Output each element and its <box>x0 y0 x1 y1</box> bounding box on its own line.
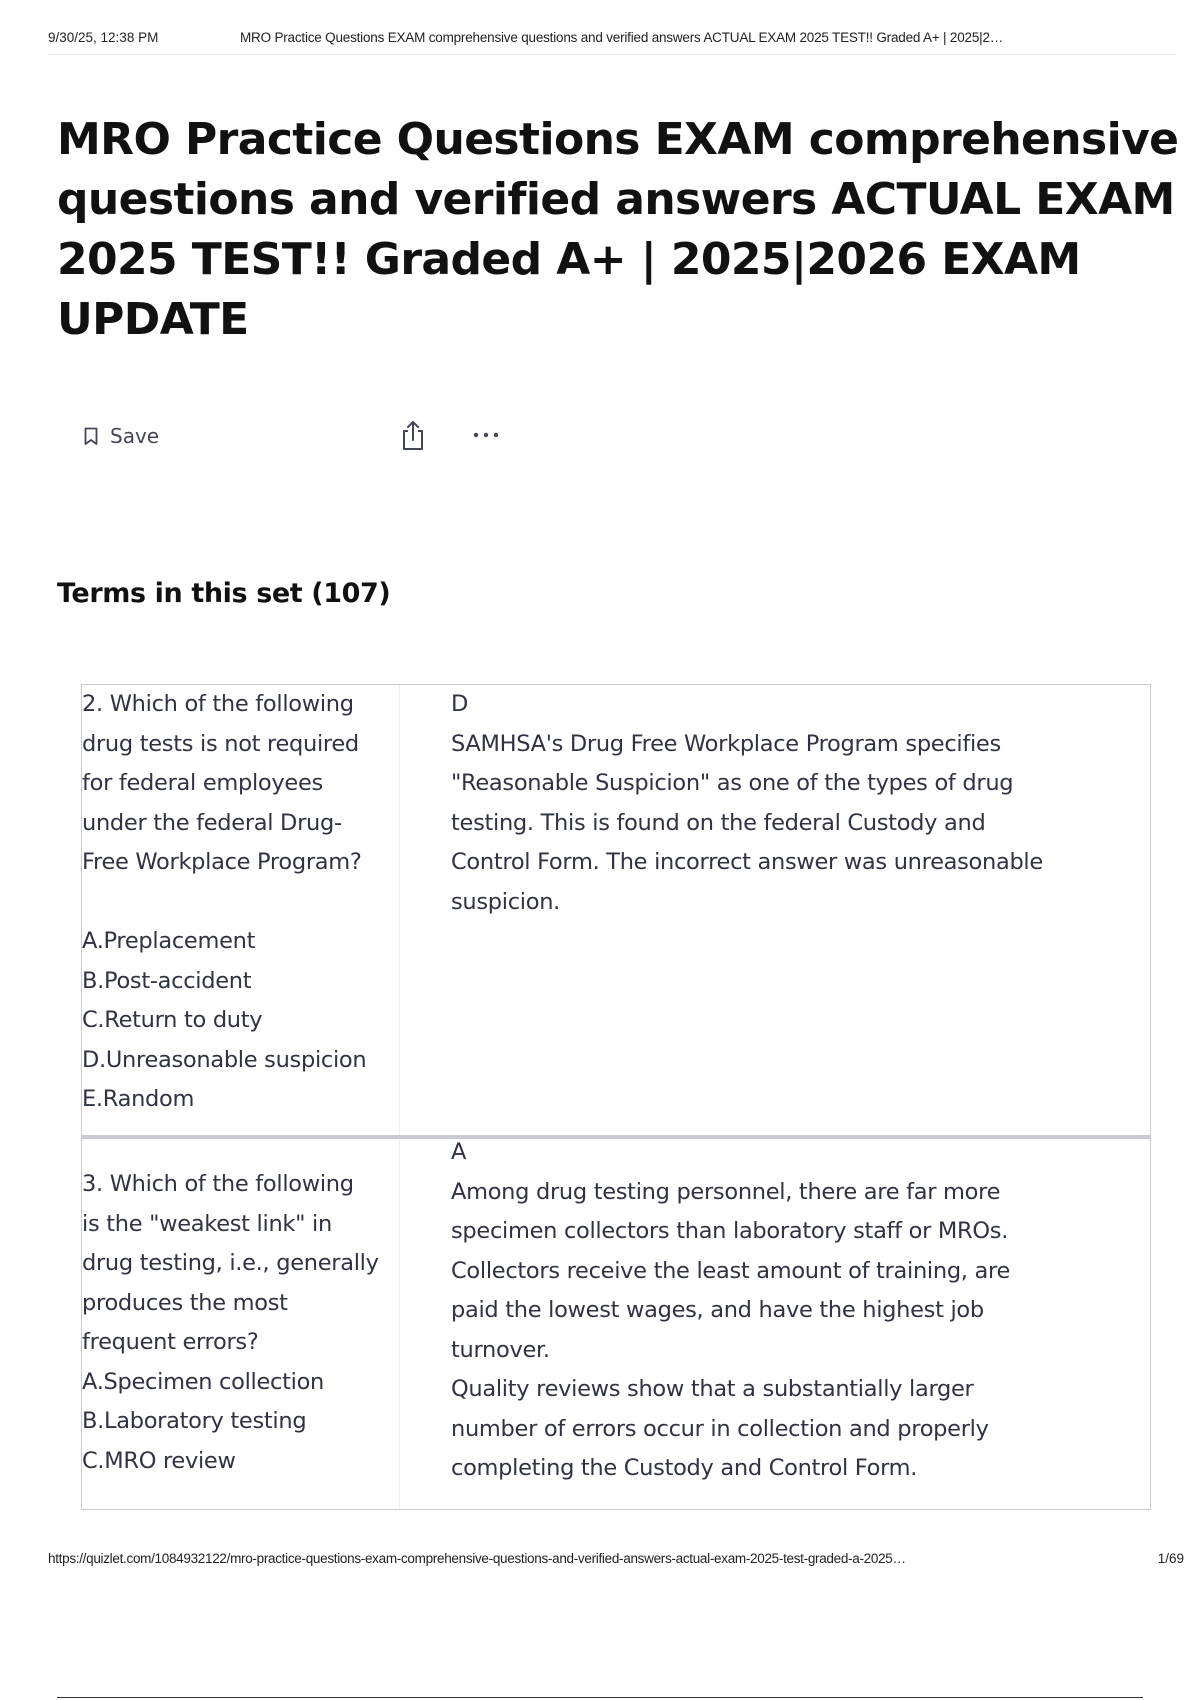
term-option: E.Random <box>82 1086 195 1112</box>
term-spacer <box>82 883 399 923</box>
term-option: B.Laboratory testing <box>82 1408 307 1434</box>
definition-line: Collectors receive the least amount of training, are <box>451 1257 1010 1284</box>
term-line: produces the most <box>82 1289 288 1316</box>
bookmark-icon <box>84 427 98 446</box>
set-title-line: questions and verified answers ACTUAL EXAM <box>57 174 1175 225</box>
page-number: 1/69 <box>1157 1551 1184 1566</box>
print-datetime: 9/30/25, 12:38 PM <box>48 30 159 45</box>
definition-line: Among drug testing personnel, there are far more <box>451 1178 1001 1205</box>
term-line: for federal employees <box>82 770 323 796</box>
term-option: A.Specimen collection <box>82 1368 325 1395</box>
term-card <box>81 684 1151 1136</box>
term-line: is the "weakest link" in <box>82 1210 332 1237</box>
share-icon <box>398 418 428 452</box>
term-card <box>81 1136 1151 1510</box>
definition-line: turnover. <box>451 1336 550 1363</box>
term-line: drug testing, i.e., generally <box>82 1250 379 1276</box>
term-line: 3. Which of the following <box>82 1171 354 1197</box>
definition-line: paid the lowest wages, and have the highest job <box>451 1297 984 1323</box>
set-title-line: MRO Practice Questions EXAM comprehensive <box>57 114 1179 165</box>
terms-heading: Terms in this set (107) <box>57 578 391 609</box>
definition-line: number of errors occur in collection and properly <box>451 1415 989 1442</box>
card-term <box>82 685 400 1135</box>
term-option: C.Return to duty <box>82 1007 263 1033</box>
term-card-list <box>81 684 1151 1510</box>
term-option: B.Post-accident <box>82 967 252 994</box>
term-option: D.Unreasonable suspicion <box>82 1046 367 1073</box>
page-divider <box>57 1697 1143 1698</box>
definition-line: testing. This is found on the federal Custody and <box>451 809 986 836</box>
term-line: frequent errors? <box>82 1329 259 1355</box>
card-definition <box>451 685 1138 922</box>
term-line: drug tests is not required <box>82 730 359 757</box>
definition-answer: A <box>451 1139 467 1165</box>
term-line: Free Workplace Program? <box>82 849 362 875</box>
save-button[interactable] <box>84 421 159 451</box>
definition-answer: D <box>451 691 469 717</box>
set-title-line: 2025 TEST!! Graded A+ | 2025|2026 EXAM <box>57 234 1081 285</box>
definition-line: SAMHSA's Drug Free Workplace Program specifies <box>451 730 1001 757</box>
print-footer <box>48 1551 1188 1571</box>
definition-line: completing the Custody and Control Form. <box>451 1455 918 1481</box>
more-horizontal-icon <box>471 431 501 439</box>
definition-line: "Reasonable Suspicion" as one of the types of drug <box>451 770 1014 796</box>
save-label: Save <box>110 424 160 448</box>
set-toolbar <box>84 418 524 454</box>
share-button[interactable] <box>398 418 428 452</box>
card-definition <box>451 1133 1138 1489</box>
term-line: under the federal Drug- <box>82 809 342 836</box>
card-term <box>82 1139 400 1509</box>
set-title <box>57 110 1179 350</box>
more-options-button[interactable] <box>468 418 504 452</box>
print-header <box>48 28 1176 55</box>
definition-line: Control Form. The incorrect answer was unreasonable <box>451 849 1043 875</box>
term-option: C.MRO review <box>82 1447 236 1474</box>
set-title-line: UPDATE <box>57 294 249 345</box>
term-option: A.Preplacement <box>82 928 256 954</box>
definition-line: specimen collectors than laboratory staff or MROs. <box>451 1218 1009 1244</box>
definition-line: Quality reviews show that a substantially larger <box>451 1376 974 1402</box>
print-page-title: MRO Practice Questions EXAM comprehensive questions and verified answers ACTUAL EXAM 2025 TEST!! Graded A+ | 2025|2… <box>240 30 1004 45</box>
definition-line: suspicion. <box>451 888 561 915</box>
print-url: https://quizlet.com/1084932122/mro-practice-questions-exam-comprehensive-questions-and-verified-answers-actual-exam-2025-test-graded-a-2025… <box>48 1551 906 1566</box>
term-line: 2. Which of the following <box>82 691 354 717</box>
